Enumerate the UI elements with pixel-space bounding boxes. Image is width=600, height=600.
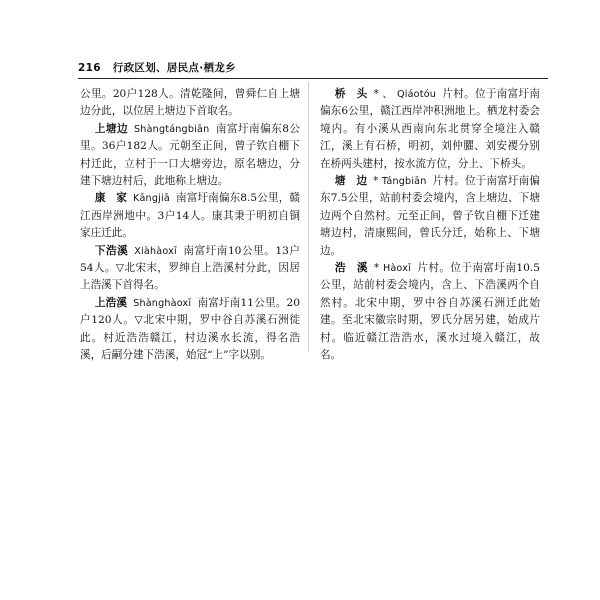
running-title: 行政区划、居民点·栖龙乡: [112, 62, 236, 74]
entry-headword: 浩 溪: [334, 262, 368, 275]
entry-text: 片村。位于南富圩南偏东7.5公里，站前村委会境内，含上塘边、下塘边两个自然村。元至正间，曾子钦自棚下迁建塘边村，清康熙间，曾氏分迁，始称上、下塘边。: [320, 175, 541, 257]
entry-pinyin: Qiáotóu: [396, 89, 437, 100]
page-header: [78, 60, 548, 76]
column-divider: [308, 82, 309, 352]
entry-headword: 上浩溪: [94, 296, 128, 309]
entry-pinyin: Kāngjiā: [132, 193, 170, 205]
entry-text: 片村。位于南富圩南偏东6公里，赣江西岸冲积洲地上。栖龙村委会境内。有小溪从西南向东北贯穿全境注入赣江，溪上有石桥，明初，刘仲臞、刘安禝分别在桥两头建村，按水流方位，分上、下桥头。: [320, 88, 541, 170]
entry-headword: 下浩溪: [94, 244, 129, 257]
entry-shanghaoxi: [80, 295, 300, 365]
entry-marker: * 、: [373, 88, 394, 100]
entry-pinyin: Tángbiān: [381, 176, 427, 188]
entry-marker: *: [373, 175, 379, 188]
entry-text: 南富圩南10公里。13户54人。▽北宋末，罗绅自上浩溪村分此，因居上浩溪下首得名。: [80, 244, 300, 292]
entry-pinyin: Xiàhàoxī: [134, 245, 177, 257]
entry-text: 南富圩南11公里。20户120人。▽北宋中期，罗中谷自苏溪石洲徙此。村近浩浩赣江，村边溪水长流，得名浩溪，后嗣分建下浩溪，始冠“上”字以别。: [80, 296, 300, 362]
continuation-text: 公里。20户128人。清乾隆间，曾舜仁自上塘边分此，以位居上塘边下首取名。: [80, 88, 300, 118]
header-rule: [78, 78, 548, 79]
entry-headword: 上塘边: [94, 122, 129, 135]
entry-headword: 桥 头: [334, 88, 368, 100]
page-number: 216: [78, 62, 101, 74]
entry-kangjia: [80, 190, 300, 242]
entry-haoxi: [320, 260, 540, 364]
entry-pinyin: Hàoxī: [382, 263, 411, 275]
entry-headword: 塘 边: [334, 175, 368, 188]
left-column: [80, 86, 300, 365]
entry-pinyin: Shànghàoxī: [133, 297, 192, 309]
entry-headword: 康 家: [94, 192, 127, 205]
entry-pinyin: Shàngtángbiān: [134, 123, 210, 135]
entry-tangbian: [320, 173, 540, 260]
entry-qiaotou: [320, 86, 540, 173]
entry-shangtangbian: [80, 121, 300, 191]
entry-text: 南富圩南偏东8公里。36户182人。元朝至正间，曾子钦自棚下村迁此，立村于一口大塘旁边，原名塘边，分建下塘边村后，此地称上塘边。: [80, 122, 300, 188]
entry-text: 南富圩南偏东8.5公里，赣江西岸洲地中。3户14人。康其秉于明初自铜家庄迁此。: [80, 192, 300, 240]
entry-xiahaoxi: [80, 243, 300, 295]
entry-text: 片村。位于南富圩南10.5公里，站前村委会境内，含上、下浩溪两个自然村。北宋中期，罗中谷自苏溪石洲迁此始建。至北宋徽宗时期，罗氏分居另建，始成片村。临近赣江浩浩水，溪水过境入赣江，故名。: [320, 262, 541, 362]
entry-marker: *: [373, 262, 380, 275]
right-column: [320, 86, 540, 365]
